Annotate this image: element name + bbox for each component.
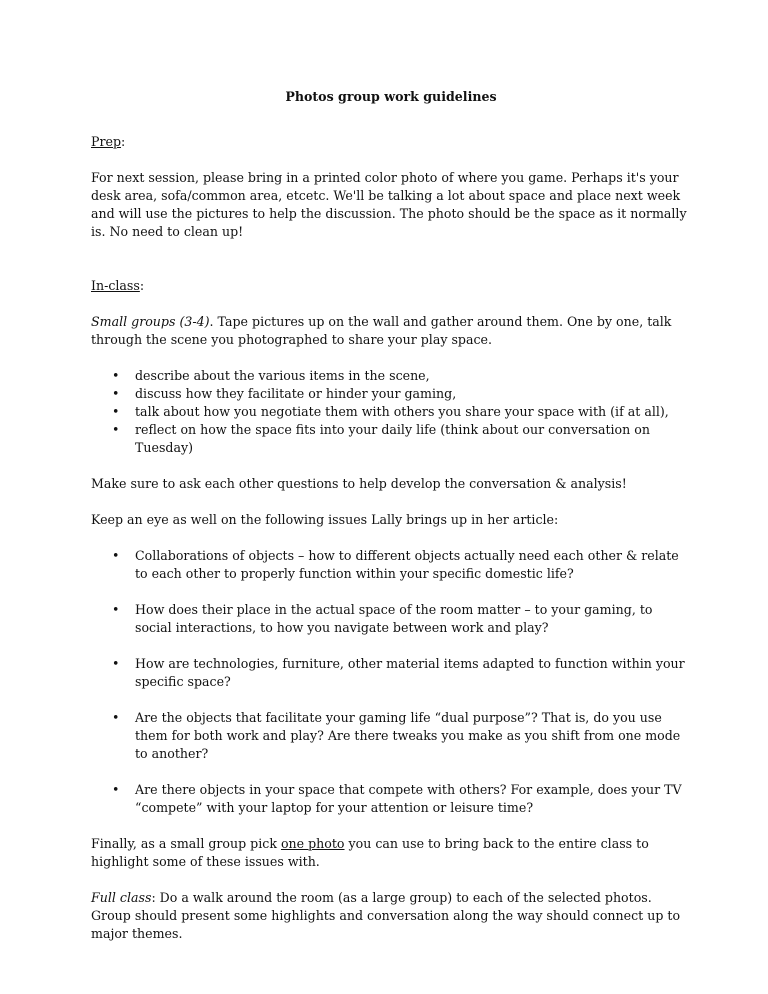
full-class-text: : Do a walk around the room (as a large group) to each of the selected photos. Group should present some highlights and conversation along the way should connect up to major themes. <box>91 890 681 941</box>
inclass-heading-line <box>91 277 691 295</box>
prep-heading: Prep <box>91 134 122 149</box>
list-item <box>91 421 691 457</box>
list-item-text: discuss how they facilitate or hinder your gaming, <box>135 386 457 401</box>
list-item <box>91 385 691 403</box>
list-item-text: reflect on how the space fits into your daily life (think about our conversation on Tuesday) <box>135 422 650 455</box>
list-item-text: How are technologies, furniture, other material items adapted to function within your specific space? <box>135 656 685 689</box>
full-class-label: Full class <box>91 890 152 905</box>
inclass-heading-colon: : <box>139 278 145 293</box>
bullet-icon: • <box>112 602 120 617</box>
bullet-icon: • <box>112 656 120 671</box>
list-item-text: describe about the various items in the scene, <box>135 368 430 383</box>
list-item <box>91 601 691 637</box>
list-item <box>91 781 691 817</box>
prep-heading-colon: : <box>121 134 126 149</box>
keep-eye-paragraph: Keep an eye as well on the following issues Lally brings up in her article: <box>91 512 559 527</box>
list-item <box>91 547 691 583</box>
inclass-section <box>91 277 691 943</box>
list-item-text: talk about how you negotiate them with others you share your space with (if at all), <box>135 404 669 419</box>
prep-paragraph: For next session, please bring in a printed color photo of where you game. Perhaps it's your desk area, sofa/common area, etcetc. We'll be talking a lot about space and place next week and will use the pictures to help the discussion. The photo should be the space as it normally is. No need to clean up! <box>91 170 687 239</box>
ask-questions-paragraph: Make sure to ask each other questions to help develop the conversation & analysis! <box>91 476 627 491</box>
bullet-icon: • <box>112 710 120 725</box>
list-item-text: Collaborations of objects – how to different objects actually need each other & relate to each other to properly function within your specific domestic life? <box>135 548 679 581</box>
small-groups-paragraph <box>91 313 691 349</box>
list-item <box>91 367 691 385</box>
small-groups-label: Small groups (3-4) <box>91 314 210 329</box>
list-item <box>91 709 691 763</box>
small-groups-text: . Tape pictures up on the wall and gather around them. One by one, talk through the scene you photographed to share your play space. <box>91 314 672 347</box>
list-item <box>91 655 691 691</box>
prep-heading-line <box>91 133 691 151</box>
bullet-icon: • <box>112 368 120 383</box>
bullet-icon: • <box>112 422 120 437</box>
activity-bullet-list <box>91 367 691 457</box>
finally-text-after: you can use to bring back to the entire class to highlight some of these issues with. <box>91 836 649 869</box>
list-item-text: Are there objects in your space that compete with others? For example, does your TV “compete” with your laptop for your attention or leisure time? <box>135 782 682 815</box>
bullet-icon: • <box>112 782 120 797</box>
inclass-heading: In-class <box>91 278 140 293</box>
prep-section <box>91 133 691 241</box>
bullet-icon: • <box>112 548 120 563</box>
bullet-icon: • <box>112 386 120 401</box>
finally-paragraph <box>91 835 691 871</box>
bullet-icon: • <box>112 404 120 419</box>
list-item-text: Are the objects that facilitate your gaming life “dual purpose”? That is, do you use them for both work and play? Are there tweaks you make as you shift from one mode to another? <box>135 710 681 761</box>
list-item-text: How does their place in the actual space of the room matter – to your gaming, to social interactions, to how you navigate between work and play? <box>135 602 653 635</box>
document-page <box>91 88 691 961</box>
finally-text-before: Finally, as a small group pick <box>91 836 281 851</box>
list-item <box>91 403 691 421</box>
one-photo-emphasis: one photo <box>280 836 345 851</box>
issues-bullet-list <box>91 547 691 817</box>
document-title: Photos group work guidelines <box>285 89 497 104</box>
full-class-paragraph <box>91 889 691 943</box>
